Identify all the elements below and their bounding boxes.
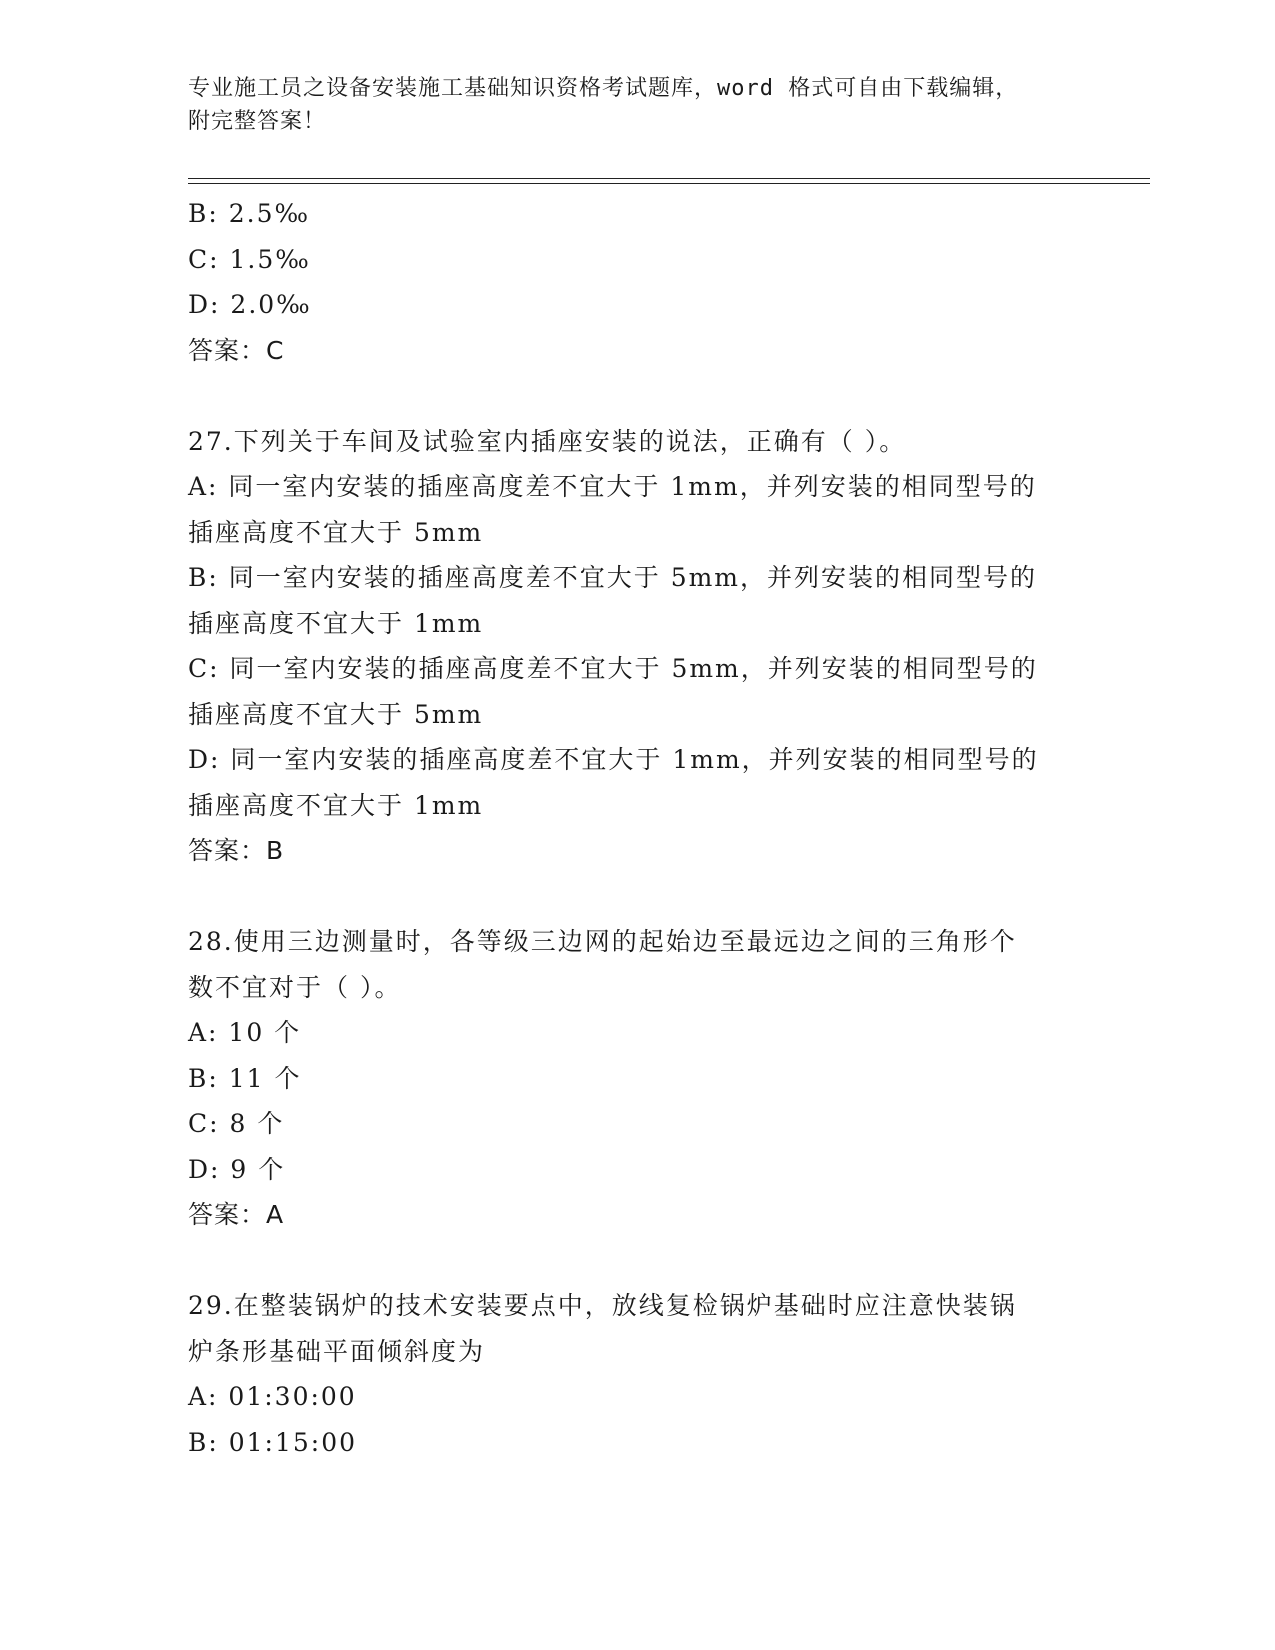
q27-option-d-line-2: 插座高度不宜大于 1mm: [188, 790, 484, 820]
q26-option-b: B: 2.5‰: [188, 199, 311, 228]
q28-answer: 答案：A: [188, 1200, 285, 1229]
q29-question-line-2: 炉条形基础平面倾斜度为: [188, 1336, 486, 1366]
q27-option-c-line-2: 插座高度不宜大于 5mm: [188, 699, 484, 729]
q27-option-b-line-2: 插座高度不宜大于 1mm: [188, 608, 484, 638]
q28-option-c: C: 8 个: [188, 1109, 285, 1138]
q27-option-a-line-1: A: 同一室内安装的插座高度差不宜大于 1mm，并列安装的相同型号的: [188, 472, 1037, 501]
q28-question-line-2: 数不宜对于（ ）。: [188, 972, 402, 1002]
q28-option-a: A: 10 个: [188, 1018, 302, 1047]
spacer: [188, 1238, 1088, 1284]
q27-option-a-line-2: 插座高度不宜大于 5mm: [188, 517, 484, 547]
header-divider-bottom: [188, 183, 1150, 184]
q27-answer: 答案：B: [188, 836, 285, 865]
q28-question-line-1: 28.使用三边测量时，各等级三边网的起始边至最远边之间的三角形个: [188, 927, 1017, 956]
header-line-1: 专业施工员之设备安装施工基础知识资格考试题库，word 格式可自由下载编辑，: [188, 76, 1019, 101]
spacer: [188, 874, 1088, 920]
q27-option-c-line-1: C: 同一室内安装的插座高度差不宜大于 5mm，并列安装的相同型号的: [188, 654, 1038, 683]
q29-question-line-1: 29.在整装锅炉的技术安装要点中，放线复检锅炉基础时应注意快装锅: [188, 1291, 1017, 1320]
q27-option-d-line-1: D: 同一室内安装的插座高度差不宜大于 1mm，并列安装的相同型号的: [188, 745, 1039, 774]
header-divider-top: [188, 178, 1150, 179]
header-line-2: 附完整答案！: [188, 109, 327, 134]
q29-option-b: B: 01:15:00: [188, 1427, 358, 1457]
question-list: [188, 191, 1088, 1465]
q29-option-a: A: 01:30:00: [188, 1382, 357, 1411]
q28-option-d: D: 9 个: [188, 1154, 286, 1184]
q26-option-c: C: 1.5‰: [188, 244, 311, 274]
q27-option-b-line-1: B: 同一室内安装的插座高度差不宜大于 5mm，并列安装的相同型号的: [188, 563, 1038, 592]
q27-question: 27.下列关于车间及试验室内插座安装的说法，正确有（ ）。: [188, 426, 907, 456]
q26-answer: 答案：C: [188, 335, 285, 365]
q28-option-b: B: 11 个: [188, 1063, 302, 1093]
document-header: [188, 72, 1068, 138]
q26-option-d: D: 2.0‰: [188, 290, 312, 319]
spacer: [188, 373, 1088, 419]
